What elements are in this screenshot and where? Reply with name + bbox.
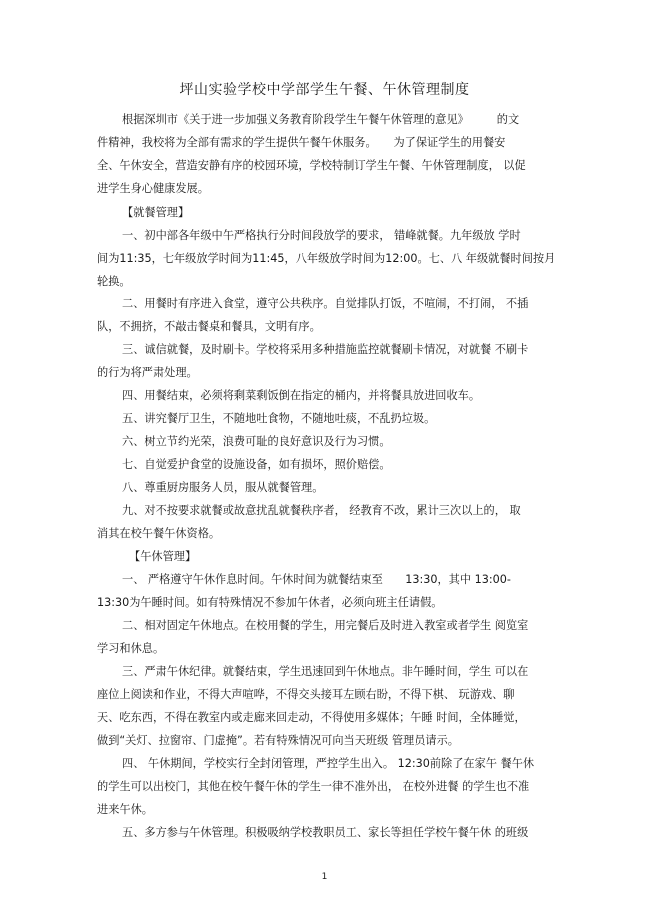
paragraph-line: 全、午休安全，营造安静有序的校园环境，学校特制订学生午餐、午休管理制度， 以促	[97, 159, 526, 172]
paragraph-line: 进来午休。	[97, 803, 153, 816]
paragraph-line: 件精神，我校将为全部有需求的学生提供午餐午休服务。 为了保证学生的用餐安	[97, 136, 506, 149]
paragraph-line: 二、相对固定午休地点。在校用餐的学生，用完餐后及时进入教室或者学生 阅览室	[122, 619, 529, 632]
section-heading: 【午休管理】	[129, 550, 197, 563]
paragraph-line: 做到“关灯、拉窗帘、门虚掩”。若有特殊情况可向当天班级 管理员请示。	[97, 734, 459, 747]
paragraph-line: 五、多方参与午休管理。积极吸纳学校教职员工、家长等担任学校午餐午休 的班级	[122, 826, 529, 839]
paragraph-line: 进学生身心健康发展。	[97, 182, 209, 195]
paragraph-line: 消其在校午餐午休资格。	[97, 527, 221, 540]
paragraph-line: 三、严肃午休纪律。就餐结束，学生迅速回到午休地点。非午睡时间，学生 可以在	[122, 665, 529, 678]
paragraph-line: 七、自觉爱护食堂的设施设备，如有损坏，照价赔偿。	[122, 458, 391, 471]
paragraph-line: 13:30为午睡时间。如有特殊情况不参加午休者，必须向班主任请假。	[97, 596, 443, 609]
paragraph-line: 一、初中部各年级中午严格执行分时间段放学的要求， 错峰就餐。九年级放 学时	[122, 229, 521, 242]
paragraph-line: 天、吃东西，不得在教室内或走廊来回走动，不得使用多媒体；午睡 时间，全体睡觉，	[97, 711, 526, 724]
paragraph-line: 四、用餐结束，必须将剩菜剩饭倒在指定的桶内，并将餐具放进回收车。	[122, 389, 481, 402]
page-title: 坪山实验学校中学部学生午餐、午休管理制度	[179, 82, 470, 98]
paragraph-line: 二、用餐时有序进入食堂，遵守公共秩序。自觉排队打饭，不喧闹，不打闹， 不插	[122, 297, 529, 310]
section-heading: 【就餐管理】	[122, 206, 190, 219]
paragraph-line: 九、对不按要求就餐或故意扰乱就餐秩序者， 经教育不改，累计三次以上的， 取	[122, 504, 521, 517]
paragraph-line: 五、讲究餐厅卫生，不随地吐食物，不随地吐痰，不乱扔垃圾。	[122, 412, 436, 425]
paragraph-line: 学习和休息。	[97, 642, 165, 655]
paragraph-line: 三、诚信就餐，及时刷卡。学校将采用多种措施监控就餐刷卡情况，对就餐 不刷卡	[122, 343, 529, 356]
paragraph-line: 一、 严格遵守午休作息时间。午休时间为就餐结束至 13:30，其中 13:00-	[122, 573, 511, 586]
page-number: 1	[321, 872, 328, 882]
paragraph-line: 四、 午休期间，学校实行全封闭管理，严控学生出入。 12:30前除了在家午 餐午休	[122, 757, 535, 770]
paragraph-line: 轮换。	[97, 275, 131, 288]
paragraph-line: 八、尊重厨房服务人员，服从就餐管理。	[122, 481, 324, 494]
paragraph-line: 间为11:35，七年级放学时间为11:45，八年级放学时间为12:00。七、八 年级就餐时间按月	[97, 252, 556, 265]
paragraph-line: 队，不拥挤，不敲击餐桌和餐具，文明有序。	[97, 320, 321, 333]
paragraph-line: 根据深圳市《关于进一步加强义务教育阶段学生午餐午休管理的意见》 的文	[122, 113, 520, 126]
paragraph-line: 六、树立节约光荣，浪费可耻的良好意识及行为习惯。	[122, 435, 391, 448]
paragraph-line: 的行为将严肃处理。	[97, 366, 198, 379]
paragraph-line: 座位上阅读和作业，不得大声喧哗，不得交头接耳左顾右盼，不得下棋、 玩游戏、聊	[97, 688, 515, 701]
paragraph-line: 的学生可以出校门，其他在校午餐午休的学生一律不准外出， 在校外进餐 的学生也不准	[97, 780, 530, 793]
